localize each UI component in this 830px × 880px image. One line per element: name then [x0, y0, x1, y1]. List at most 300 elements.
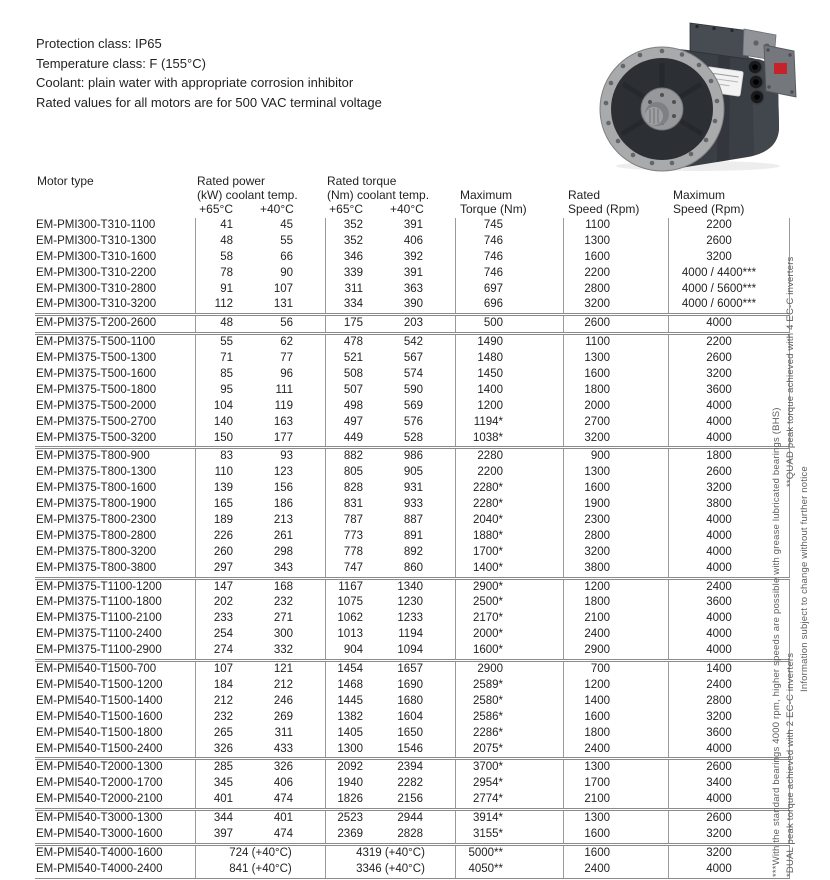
cell-p65: 71: [195, 351, 260, 367]
cell-tmerge: 4319 (+40°C): [325, 846, 455, 862]
cell-t40: 391: [403, 266, 423, 279]
cell-p40: 62: [280, 336, 293, 349]
cell-mspd: 4000: [668, 792, 790, 808]
cell-maxt: 1450: [455, 367, 563, 383]
header-torque-65: +65°C: [329, 202, 363, 216]
cell-p40: 311: [274, 726, 293, 739]
cell-maxt: 1700*: [455, 545, 563, 561]
cell-type: EM-PMI375-T800-900: [36, 450, 150, 463]
footnote-dual: *DUAL peak torque achieved with 2 EC-C inverters: [785, 652, 796, 877]
cell-mspd: 2600: [668, 234, 790, 250]
cell-rspd: 2900: [563, 643, 668, 659]
cell-t65: 805: [325, 465, 390, 481]
cell-type: EM-PMI300-T310-2200: [36, 266, 157, 279]
cell-type: EM-PMI375-T1100-2100: [36, 612, 162, 625]
cell-rspd: 2100: [563, 792, 668, 808]
cell-p65: 232: [195, 710, 260, 726]
cell-rspd: 1900: [563, 497, 668, 513]
cell-maxt: 2280*: [455, 481, 563, 497]
cell-p40: 271: [273, 612, 293, 625]
cell-p40: 177: [273, 431, 293, 444]
cell-t40: 2156: [397, 793, 423, 806]
table-row: [35, 529, 790, 545]
cell-p65: 104: [195, 399, 260, 415]
table-row: [35, 481, 790, 497]
cell-t65: 449: [325, 431, 390, 447]
cell-rspd: 1800: [563, 726, 668, 742]
cell-mspd: 4000 / 4400***: [668, 266, 790, 282]
cell-type: EM-PMI540-T1500-2400: [36, 742, 163, 755]
cell-rspd: 700: [563, 662, 668, 678]
cell-t40: 391: [403, 219, 423, 231]
motor-group: [35, 332, 790, 446]
cell-rspd: 1200: [563, 678, 668, 694]
front-flange: [600, 47, 724, 171]
cell-mspd: 4000: [668, 399, 790, 415]
cell-t65: 175: [325, 316, 390, 332]
note-rated-voltage: Rated values for all motors are for 500 VAC terminal voltage: [36, 94, 382, 110]
cell-p40: 96: [280, 368, 293, 381]
cell-mspd: 4000: [668, 561, 790, 577]
cell-mspd: 3800: [668, 497, 790, 513]
cell-type: EM-PMI540-T4000-1600: [36, 846, 163, 859]
cell-pmerge: 841 (+40°C): [195, 862, 325, 878]
cell-t65: 1826: [325, 792, 390, 808]
cell-t65: 778: [325, 545, 390, 561]
cell-p40: 232: [273, 596, 293, 609]
cell-p40: 56: [280, 317, 293, 330]
cell-t65: 882: [325, 449, 390, 465]
cell-p65: 285: [195, 760, 260, 776]
cell-t65: 334: [325, 297, 390, 313]
cell-t40: 2394: [397, 761, 423, 774]
cell-p40: 186: [273, 498, 293, 511]
cell-mspd: 3200: [668, 710, 790, 726]
table-row: [35, 351, 790, 367]
motor-group: [35, 808, 790, 843]
cell-type: EM-PMI375-T500-1800: [36, 383, 157, 396]
table-header: [35, 174, 790, 217]
table-row: [35, 678, 790, 694]
terminal-plate-bolt: [753, 40, 758, 45]
table-row: [35, 627, 790, 643]
cell-mspd: 3600: [668, 595, 790, 611]
cell-mspd: 4000 / 6000***: [668, 297, 790, 313]
cell-type: EM-PMI375-T500-2000: [36, 399, 157, 412]
cell-t65: 904: [325, 643, 390, 659]
cell-p65: 112: [195, 297, 260, 313]
cell-maxt: 2075*: [455, 742, 563, 758]
cell-maxt: 746: [455, 234, 563, 250]
table-row: [35, 415, 790, 431]
cell-t40: 574: [403, 368, 423, 381]
cell-maxt: 1600*: [455, 643, 563, 659]
cell-mspd: 2200: [668, 218, 790, 234]
table-row: [35, 792, 790, 808]
table-row: [35, 561, 790, 577]
cell-rspd: 1600: [563, 367, 668, 383]
cell-rspd: 1600: [563, 250, 668, 266]
table-row: [35, 662, 790, 678]
cell-t65: 521: [325, 351, 390, 367]
cell-mspd: 4000: [668, 862, 790, 878]
cell-p65: 83: [195, 449, 260, 465]
cell-rspd: 2800: [563, 282, 668, 298]
table-row: [35, 383, 790, 399]
cell-t65: 497: [325, 415, 390, 431]
cell-p65: 184: [195, 678, 260, 694]
header-rated-torque: Rated torque: [327, 174, 397, 188]
cell-type: EM-PMI375-T800-1900: [36, 498, 157, 511]
cell-type: EM-PMI540-T1500-700: [36, 663, 157, 676]
cell-t65: 478: [325, 335, 390, 351]
header-rated-speed-line1: Rated: [568, 188, 601, 202]
cell-t40: 406: [403, 234, 423, 247]
cell-p65: 265: [195, 726, 260, 742]
cell-p40: 93: [280, 450, 293, 463]
cell-rspd: 2800: [563, 529, 668, 545]
table-row: [35, 580, 790, 596]
cell-rspd: 2100: [563, 611, 668, 627]
cell-type: EM-PMI375-T800-1600: [36, 482, 157, 495]
cell-p65: 48: [195, 316, 260, 332]
cell-mspd: 3200: [668, 481, 790, 497]
cell-maxt: 1880*: [455, 529, 563, 545]
table-row: [35, 218, 790, 234]
table-row: [35, 595, 790, 611]
cell-mspd: 2600: [668, 351, 790, 367]
cell-rspd: 1600: [563, 710, 668, 726]
cell-type: EM-PMI540-T1500-1800: [36, 726, 163, 739]
cell-maxt: 696: [455, 297, 563, 313]
cell-t40: 2282: [397, 777, 423, 790]
cell-t40: 1340: [397, 580, 423, 593]
cell-maxt: 2774*: [455, 792, 563, 808]
table-row: [35, 335, 790, 351]
cell-t40: 590: [403, 383, 423, 396]
cell-p65: 140: [195, 415, 260, 431]
cell-maxt: 745: [455, 218, 563, 234]
cell-p40: 66: [280, 250, 293, 263]
cell-maxt: 2900: [455, 662, 563, 678]
cell-p65: 107: [195, 662, 260, 678]
cell-type: EM-PMI300-T310-1100: [36, 219, 156, 231]
cell-maxt: 2580*: [455, 694, 563, 710]
cell-rspd: 2200: [563, 266, 668, 282]
cell-maxt: 1194*: [455, 415, 563, 431]
cell-mspd: 2600: [668, 811, 790, 827]
cell-t40: 933: [403, 498, 423, 511]
cell-p40: 474: [273, 827, 293, 840]
cell-p65: 397: [195, 827, 260, 843]
cell-maxt: 500: [455, 316, 563, 332]
cell-p40: 213: [273, 514, 293, 527]
cell-maxt: 2954*: [455, 776, 563, 792]
table-row: [35, 643, 790, 659]
cell-p65: 95: [195, 383, 260, 399]
cell-rspd: 2700: [563, 415, 668, 431]
cell-maxt: 3914*: [455, 811, 563, 827]
cell-type: EM-PMI375-T500-2700: [36, 415, 157, 428]
cell-t65: 507: [325, 383, 390, 399]
cell-t65: 2523: [325, 811, 390, 827]
cell-p40: 90: [280, 266, 293, 279]
table-row: [35, 694, 790, 710]
cell-rspd: 1800: [563, 595, 668, 611]
cell-p65: 85: [195, 367, 260, 383]
header-torque-unit: (Nm) coolant temp.: [327, 188, 430, 202]
cell-t40: 542: [403, 336, 423, 349]
cell-maxt: 2280*: [455, 497, 563, 513]
cell-t65: 352: [325, 234, 390, 250]
cell-t40: 1194: [398, 628, 423, 641]
cell-t40: 860: [403, 561, 423, 574]
cell-t40: 528: [403, 431, 423, 444]
cell-maxt: 2589*: [455, 678, 563, 694]
cell-type: EM-PMI540-T2000-1700: [36, 777, 163, 790]
cell-maxt: 1480: [455, 351, 563, 367]
cell-maxt: 697: [455, 282, 563, 298]
cell-maxt: 2000*: [455, 627, 563, 643]
cell-p65: 226: [195, 529, 260, 545]
cell-t65: 773: [325, 529, 390, 545]
table-row: [35, 611, 790, 627]
table-row: [35, 726, 790, 742]
cell-rspd: 1100: [563, 218, 668, 234]
cell-t40: 1094: [397, 644, 423, 657]
cell-t65: 1062: [325, 611, 390, 627]
cell-mspd: 3400: [668, 776, 790, 792]
motor-photo: [598, 12, 828, 174]
cell-t40: 363: [403, 282, 423, 295]
cell-rspd: 1700: [563, 776, 668, 792]
motor-group: [35, 313, 790, 332]
cell-p65: 274: [195, 643, 260, 659]
cell-t40: 1230: [397, 596, 423, 609]
cell-t65: 2092: [325, 760, 390, 776]
cell-mspd: 4000: [668, 611, 790, 627]
table-row: [35, 827, 790, 843]
cell-mspd: 4000: [668, 742, 790, 758]
cell-p65: 189: [195, 513, 260, 529]
table-row: [35, 846, 790, 862]
cell-type: EM-PMI300-T310-1600: [36, 250, 157, 263]
cell-mspd: 4000: [668, 643, 790, 659]
cell-mspd: 2600: [668, 465, 790, 481]
cell-t40: 1690: [397, 678, 423, 691]
table-row: [35, 710, 790, 726]
cell-p40: 298: [273, 545, 293, 558]
note-temperature-class: Temperature class: F (155°C): [36, 55, 206, 71]
header-max-torque-line1: Maximum: [460, 188, 513, 202]
cell-type: EM-PMI375-T1100-2900: [36, 644, 162, 657]
cell-maxt: 2500*: [455, 595, 563, 611]
cell-p65: 48: [195, 234, 260, 250]
cell-rspd: 1300: [563, 760, 668, 776]
cell-mspd: 4000: [668, 316, 790, 332]
cell-rspd: 1300: [563, 351, 668, 367]
table-row: [35, 513, 790, 529]
cell-type: EM-PMI375-T800-3200: [36, 545, 157, 558]
cell-t65: 311: [325, 282, 390, 298]
cell-maxt: 2040*: [455, 513, 563, 529]
cell-t65: 747: [325, 561, 390, 577]
cell-type: EM-PMI375-T1100-1200: [36, 580, 162, 593]
cell-p40: 212: [273, 678, 293, 691]
cell-p65: 202: [195, 595, 260, 611]
cell-p40: 332: [273, 644, 293, 657]
cell-t65: 2369: [325, 827, 390, 843]
cell-t65: 1013: [325, 627, 390, 643]
cell-t40: 2828: [397, 827, 423, 840]
cell-maxt: 1400*: [455, 561, 563, 577]
cell-p65: 91: [195, 282, 260, 298]
cell-type: EM-PMI540-T1500-1400: [36, 694, 163, 707]
terminal-bolt: [712, 27, 715, 30]
motor-group: [35, 577, 790, 659]
header-max-speed-line2: Speed (Rpm): [673, 202, 745, 216]
cell-type: EM-PMI540-T2000-1300: [36, 761, 163, 774]
cell-type: EM-PMI375-T500-1600: [36, 368, 157, 381]
cell-mspd: 2800: [668, 694, 790, 710]
cell-p40: 269: [273, 710, 293, 723]
cell-p40: 45: [280, 219, 293, 231]
terminal-bolt: [730, 29, 733, 32]
cell-p40: 77: [280, 352, 293, 365]
cell-rspd: 900: [563, 449, 668, 465]
cell-rspd: 2400: [563, 627, 668, 643]
cell-rspd: 3200: [563, 545, 668, 561]
cell-p40: 326: [273, 761, 293, 774]
cell-t40: 1604: [397, 710, 423, 723]
table-row: [35, 760, 790, 776]
connector-box: [764, 45, 796, 97]
motor-group: [35, 218, 790, 313]
cell-rspd: 2400: [563, 862, 668, 878]
cell-p65: 41: [195, 218, 260, 234]
cell-rspd: 1800: [563, 383, 668, 399]
motor-spec-table: [35, 218, 790, 879]
footnote-quad: **QUAD peak torque achieved with 4 EC-C inverters: [785, 256, 796, 487]
cell-p65: 147: [195, 580, 260, 596]
cell-maxt: 2286*: [455, 726, 563, 742]
header-rated-speed-line2: Speed (Rpm): [568, 202, 640, 216]
cell-maxt: 2200: [455, 465, 563, 481]
cell-t65: 339: [325, 266, 390, 282]
cell-p65: 326: [195, 742, 260, 758]
cell-t40: 892: [403, 545, 423, 558]
cell-type: EM-PMI540-T3000-1300: [36, 812, 163, 825]
cell-mspd: 3200: [668, 250, 790, 266]
cell-t65: 1405: [325, 726, 390, 742]
cell-t65: 1445: [325, 694, 390, 710]
cell-p40: 55: [280, 234, 293, 247]
cell-mspd: 2400: [668, 678, 790, 694]
cell-t40: 569: [403, 399, 423, 412]
cell-maxt: 3155*: [455, 827, 563, 843]
cell-rspd: 2600: [563, 316, 668, 332]
cell-t65: 1382: [325, 710, 390, 726]
cell-maxt: 2586*: [455, 710, 563, 726]
cell-p65: 345: [195, 776, 260, 792]
header-power-65: +65°C: [199, 202, 233, 216]
cell-mspd: 4000: [668, 529, 790, 545]
cell-p65: 212: [195, 694, 260, 710]
cell-p65: 58: [195, 250, 260, 266]
cell-p40: 406: [273, 777, 293, 790]
cell-rspd: 2400: [563, 742, 668, 758]
cell-t65: 1454: [325, 662, 390, 678]
cell-mspd: 4000: [668, 513, 790, 529]
cell-mspd: 3200: [668, 367, 790, 383]
header-torque-40: +40°C: [390, 202, 424, 216]
cell-type: EM-PMI375-T800-2300: [36, 514, 157, 527]
cell-t65: 1075: [325, 595, 390, 611]
note-coolant: Coolant: plain water with appropriate corrosion inhibitor: [36, 75, 354, 90]
cell-rspd: 1300: [563, 234, 668, 250]
header-rated-power: Rated power: [197, 174, 266, 188]
table-row: [35, 431, 790, 447]
cell-type: EM-PMI300-T310-1300: [36, 234, 157, 247]
table-row: [35, 545, 790, 561]
cell-t40: 1657: [397, 663, 423, 676]
table-row: [35, 811, 790, 827]
cell-maxt: 2900*: [455, 580, 563, 596]
cell-p40: 261: [273, 529, 293, 542]
motor-group: [35, 757, 790, 808]
motor-group: [35, 843, 790, 878]
cell-mspd: 3200: [668, 846, 790, 862]
cell-t65: 828: [325, 481, 390, 497]
cell-t65: 508: [325, 367, 390, 383]
cell-rspd: 1200: [563, 580, 668, 596]
cell-type: EM-PMI540-T1500-1200: [36, 678, 163, 691]
table-row: [35, 742, 790, 758]
table-row: [35, 367, 790, 383]
cell-t65: 1167: [325, 580, 390, 596]
table-row: [35, 776, 790, 792]
cell-p65: 165: [195, 497, 260, 513]
cell-rspd: 1300: [563, 811, 668, 827]
cell-mspd: 4000: [668, 415, 790, 431]
cell-type: EM-PMI375-T500-3200: [36, 431, 157, 444]
cell-mspd: 2200: [668, 335, 790, 351]
spec-notes: [36, 34, 382, 112]
cell-p40: 474: [273, 793, 293, 806]
cell-t40: 986: [403, 450, 423, 463]
cell-maxt: 1490: [455, 335, 563, 351]
cell-p65: 254: [195, 627, 260, 643]
cell-tmerge: 3346 (+40°C): [325, 862, 455, 878]
header-max-torque-line2: Torque (Nm): [460, 202, 527, 216]
table-row: [35, 862, 790, 878]
cell-p40: 433: [273, 742, 293, 755]
cell-p40: 119: [274, 399, 293, 412]
cell-p65: 233: [195, 611, 260, 627]
cell-type: EM-PMI375-T200-2600: [36, 317, 157, 330]
cell-t40: 1546: [397, 742, 423, 755]
table-row: [35, 266, 790, 282]
red-brand-label: [774, 63, 787, 74]
cell-type: EM-PMI375-T500-1300: [36, 352, 157, 365]
cell-maxt: 2280: [455, 449, 563, 465]
cell-t40: 1650: [397, 726, 423, 739]
cell-t40: 1680: [397, 694, 423, 707]
cell-t65: 831: [325, 497, 390, 513]
cell-p40: 168: [273, 580, 293, 593]
cell-maxt: 1400: [455, 383, 563, 399]
cell-mspd: 1400: [668, 662, 790, 678]
